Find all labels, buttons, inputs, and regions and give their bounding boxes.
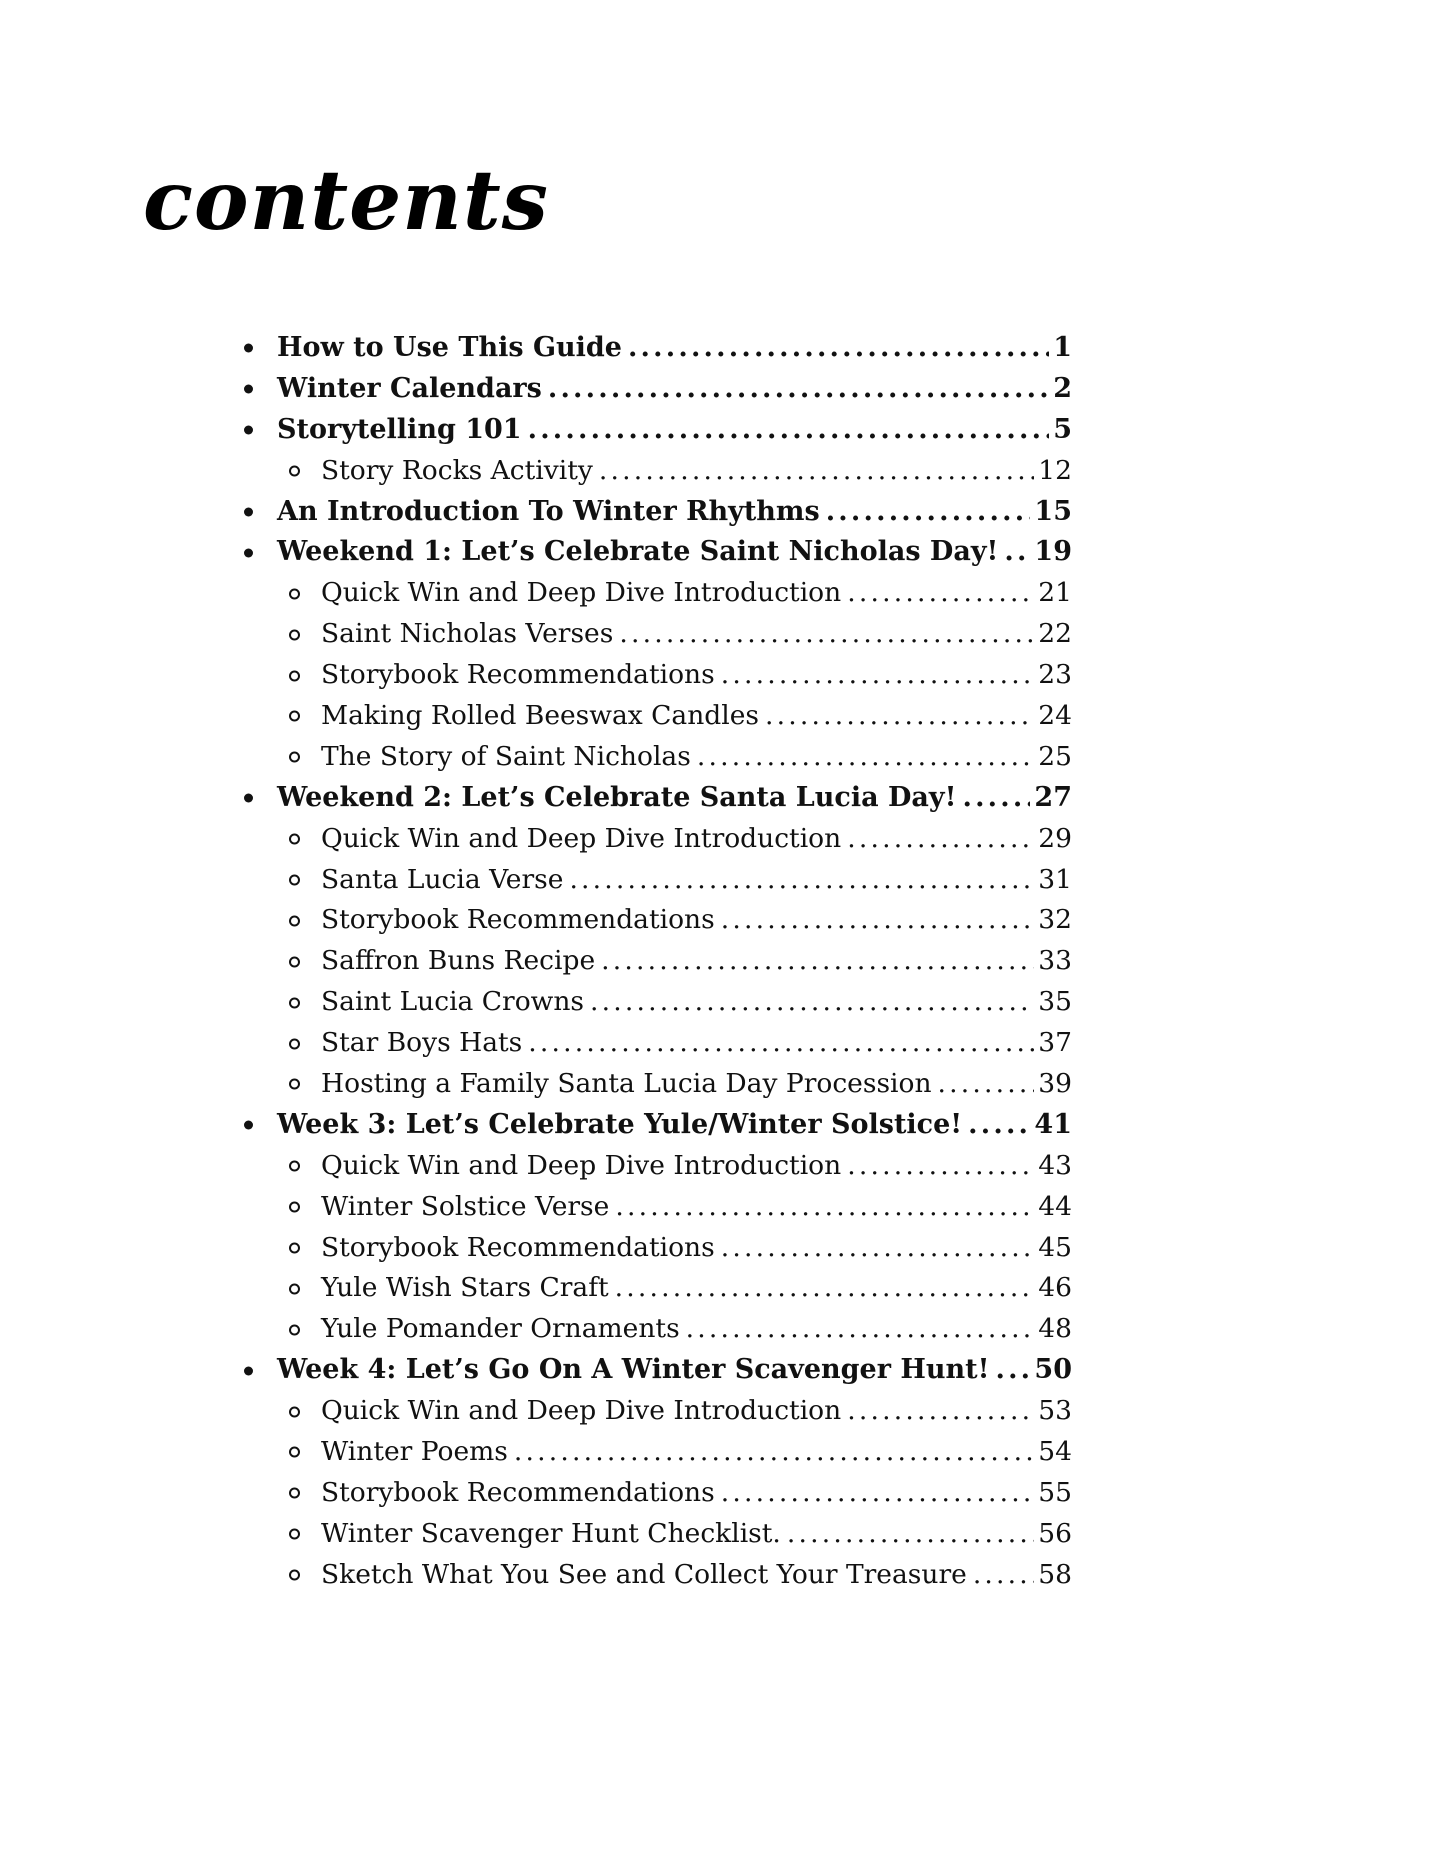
- toc-subsection-entry[interactable]: [244, 737, 1072, 778]
- dot-leader: [826, 492, 1031, 533]
- entry-page-number: 31: [1038, 863, 1072, 895]
- entry-title: Winter Scavenger Hunt Checklist.: [321, 1517, 781, 1549]
- filled-bullet-icon: [244, 508, 253, 517]
- entry-title: Story Rocks Activity: [321, 454, 593, 486]
- toc-section-entry[interactable]: [244, 369, 1072, 410]
- toc-subsection-entry[interactable]: [244, 1268, 1072, 1309]
- dot-leader: [973, 1555, 1034, 1596]
- entry-page-number: 29: [1038, 822, 1072, 854]
- toc-subsection-entry[interactable]: [244, 1146, 1072, 1187]
- entry-page-number: 48: [1038, 1313, 1072, 1345]
- entry-title: Week 4: Let’s Go On A Winter Scavenger Hunt!: [277, 1354, 990, 1386]
- toc-section-entry[interactable]: [244, 410, 1072, 451]
- toc-subsection-entry[interactable]: [244, 900, 1072, 941]
- entry-page-number: 25: [1038, 740, 1072, 772]
- toc-subsection-entry[interactable]: [244, 1309, 1072, 1350]
- table-of-contents: [244, 328, 1072, 1596]
- entry-title: Weekend 2: Let’s Celebrate Santa Lucia Day!: [277, 781, 957, 813]
- page-title: contents: [143, 153, 549, 249]
- dot-leader: [619, 614, 1034, 655]
- entry-title: Storytelling 101: [277, 413, 522, 445]
- toc-subsection-entry[interactable]: [244, 614, 1072, 655]
- entry-title: Quick Win and Deep Dive Introduction: [321, 822, 842, 854]
- entry-title: How to Use This Guide: [277, 332, 622, 363]
- dot-leader: [721, 1228, 1035, 1269]
- toc-subsection-entry[interactable]: [244, 573, 1072, 614]
- toc-section-entry[interactable]: [244, 1350, 1072, 1391]
- toc-subsection-entry[interactable]: [244, 1514, 1072, 1555]
- dot-leader: [968, 1105, 1030, 1146]
- toc-subsection-entry[interactable]: [244, 1432, 1072, 1473]
- filled-bullet-icon: [244, 548, 253, 557]
- toc-subsection-entry[interactable]: [244, 1473, 1072, 1514]
- dot-leader: [628, 328, 1049, 369]
- hollow-bullet-icon: [289, 834, 300, 845]
- toc-section-entry[interactable]: [244, 778, 1072, 819]
- entry-title: Storybook Recommendations: [321, 904, 715, 936]
- entry-page-number: 32: [1038, 904, 1072, 936]
- hollow-bullet-icon: [289, 711, 300, 722]
- dot-leader: [528, 410, 1050, 451]
- hollow-bullet-icon: [289, 1324, 300, 1335]
- hollow-bullet-icon: [289, 1202, 300, 1213]
- hollow-bullet-icon: [289, 629, 300, 640]
- toc-subsection-entry[interactable]: [244, 1023, 1072, 1064]
- toc-subsection-entry[interactable]: [244, 1187, 1072, 1228]
- hollow-bullet-icon: [289, 915, 300, 926]
- entry-title: Santa Lucia Verse: [321, 863, 564, 895]
- entry-title: Saffron Buns Recipe: [321, 945, 596, 977]
- toc-subsection-entry[interactable]: [244, 819, 1072, 860]
- dot-leader: [938, 1064, 1035, 1105]
- dot-leader: [765, 696, 1034, 737]
- filled-bullet-icon: [244, 344, 253, 353]
- dot-leader: [548, 369, 1049, 410]
- entry-title: The Story of Saint Nicholas: [321, 740, 691, 772]
- hollow-bullet-icon: [289, 1161, 300, 1172]
- dot-leader: [697, 737, 1034, 778]
- dot-leader: [601, 941, 1034, 982]
- hollow-bullet-icon: [289, 1406, 300, 1417]
- entry-title: Winter Poems: [321, 1436, 508, 1468]
- entry-title: Yule Pomander Ornaments: [321, 1313, 680, 1345]
- entry-page-number: 22: [1038, 618, 1072, 650]
- dot-leader: [995, 1350, 1030, 1391]
- entry-title: Quick Win and Deep Dive Introduction: [321, 577, 842, 609]
- dot-leader: [847, 1391, 1034, 1432]
- entry-title: Quick Win and Deep Dive Introduction: [321, 1149, 842, 1181]
- entry-page-number: 45: [1038, 1231, 1072, 1263]
- entry-title: Storybook Recommendations: [321, 1476, 715, 1508]
- dot-leader: [590, 982, 1034, 1023]
- hollow-bullet-icon: [289, 997, 300, 1008]
- entry-title: Storybook Recommendations: [321, 659, 715, 691]
- hollow-bullet-icon: [289, 1570, 300, 1581]
- entry-page-number: 15: [1034, 495, 1072, 527]
- toc-section-entry[interactable]: [244, 1105, 1072, 1146]
- toc-subsection-entry[interactable]: [244, 655, 1072, 696]
- entry-page-number: 39: [1038, 1068, 1072, 1100]
- entry-title: Quick Win and Deep Dive Introduction: [321, 1395, 842, 1427]
- entry-page-number: 37: [1038, 1027, 1072, 1059]
- entry-title: Sketch What You See and Collect Your Treasure: [321, 1558, 967, 1590]
- toc-section-entry[interactable]: [244, 532, 1072, 573]
- entry-title: Week 3: Let’s Celebrate Yule/Winter Solstice!: [277, 1108, 963, 1140]
- toc-subsection-entry[interactable]: [244, 860, 1072, 901]
- hollow-bullet-icon: [289, 1283, 300, 1294]
- dot-leader: [1004, 532, 1030, 573]
- hollow-bullet-icon: [289, 588, 300, 599]
- dot-leader: [721, 655, 1035, 696]
- entry-page-number: 12: [1038, 454, 1072, 486]
- dot-leader: [787, 1514, 1034, 1555]
- entry-page-number: 54: [1038, 1436, 1072, 1468]
- dot-leader: [615, 1268, 1035, 1309]
- hollow-bullet-icon: [289, 956, 300, 967]
- toc-section-entry[interactable]: [244, 328, 1072, 369]
- toc-subsection-entry[interactable]: [244, 696, 1072, 737]
- entry-title: Making Rolled Beeswax Candles: [321, 700, 760, 732]
- filled-bullet-icon: [244, 794, 253, 803]
- entry-title: Yule Wish Stars Craft: [321, 1272, 609, 1304]
- entry-title: Saint Nicholas Verses: [321, 618, 614, 650]
- entry-page-number: 33: [1038, 945, 1072, 977]
- dot-leader: [599, 451, 1034, 492]
- entry-page-number: 50: [1034, 1354, 1072, 1386]
- entry-page-number: 35: [1038, 986, 1072, 1018]
- entry-page-number: 1: [1053, 332, 1072, 363]
- dot-leader: [847, 819, 1034, 860]
- hollow-bullet-icon: [289, 875, 300, 886]
- entry-page-number: 19: [1034, 536, 1072, 568]
- toc-subsection-entry[interactable]: [244, 1064, 1072, 1105]
- entry-title: Weekend 1: Let’s Celebrate Saint Nicholas Day!: [277, 536, 999, 568]
- entry-page-number: 43: [1038, 1149, 1072, 1181]
- dot-leader: [721, 1473, 1035, 1514]
- toc-subsection-entry[interactable]: [244, 1391, 1072, 1432]
- dot-leader: [528, 1023, 1034, 1064]
- dot-leader: [962, 778, 1030, 819]
- filled-bullet-icon: [244, 385, 253, 394]
- dot-leader: [514, 1432, 1034, 1473]
- entry-page-number: 55: [1038, 1476, 1072, 1508]
- toc-subsection-entry[interactable]: [244, 451, 1072, 492]
- entry-page-number: 27: [1034, 781, 1072, 813]
- hollow-bullet-icon: [289, 1447, 300, 1458]
- hollow-bullet-icon: [289, 752, 300, 763]
- entry-page-number: 2: [1053, 372, 1072, 404]
- entry-page-number: 46: [1038, 1272, 1072, 1304]
- entry-page-number: 24: [1038, 700, 1072, 732]
- entry-title: Winter Calendars: [277, 372, 542, 404]
- filled-bullet-icon: [244, 1366, 253, 1375]
- dot-leader: [847, 1146, 1034, 1187]
- toc-subsection-entry[interactable]: [244, 982, 1072, 1023]
- entry-title: Saint Lucia Crowns: [321, 986, 585, 1018]
- entry-page-number: 41: [1034, 1108, 1072, 1140]
- filled-bullet-icon: [244, 426, 253, 435]
- filled-bullet-icon: [244, 1121, 253, 1130]
- entry-title: Winter Solstice Verse: [321, 1190, 610, 1222]
- hollow-bullet-icon: [289, 466, 300, 477]
- dot-leader: [615, 1187, 1034, 1228]
- entry-page-number: 23: [1038, 659, 1072, 691]
- dot-leader: [569, 860, 1034, 901]
- dot-leader: [686, 1309, 1035, 1350]
- dot-leader: [721, 900, 1035, 941]
- toc-subsection-entry[interactable]: [244, 941, 1072, 982]
- entry-page-number: 56: [1038, 1517, 1072, 1549]
- entry-page-number: 53: [1038, 1395, 1072, 1427]
- hollow-bullet-icon: [289, 1038, 300, 1049]
- entry-page-number: 21: [1038, 577, 1072, 609]
- entry-page-number: 44: [1038, 1190, 1072, 1222]
- entry-title: Star Boys Hats: [321, 1027, 523, 1059]
- hollow-bullet-icon: [289, 1243, 300, 1254]
- hollow-bullet-icon: [289, 1529, 300, 1540]
- entry-page-number: 5: [1053, 413, 1072, 445]
- dot-leader: [847, 573, 1034, 614]
- hollow-bullet-icon: [289, 1488, 300, 1499]
- hollow-bullet-icon: [289, 670, 300, 681]
- toc-subsection-entry[interactable]: [244, 1228, 1072, 1269]
- toc-subsection-entry[interactable]: [244, 1555, 1072, 1596]
- entry-title: Hosting a Family Santa Lucia Day Procession: [321, 1068, 932, 1100]
- entry-page-number: 58: [1038, 1558, 1072, 1590]
- entry-title: Storybook Recommendations: [321, 1231, 715, 1263]
- toc-section-entry[interactable]: [244, 492, 1072, 533]
- entry-title: An Introduction To Winter Rhythms: [277, 495, 820, 527]
- hollow-bullet-icon: [289, 1079, 300, 1090]
